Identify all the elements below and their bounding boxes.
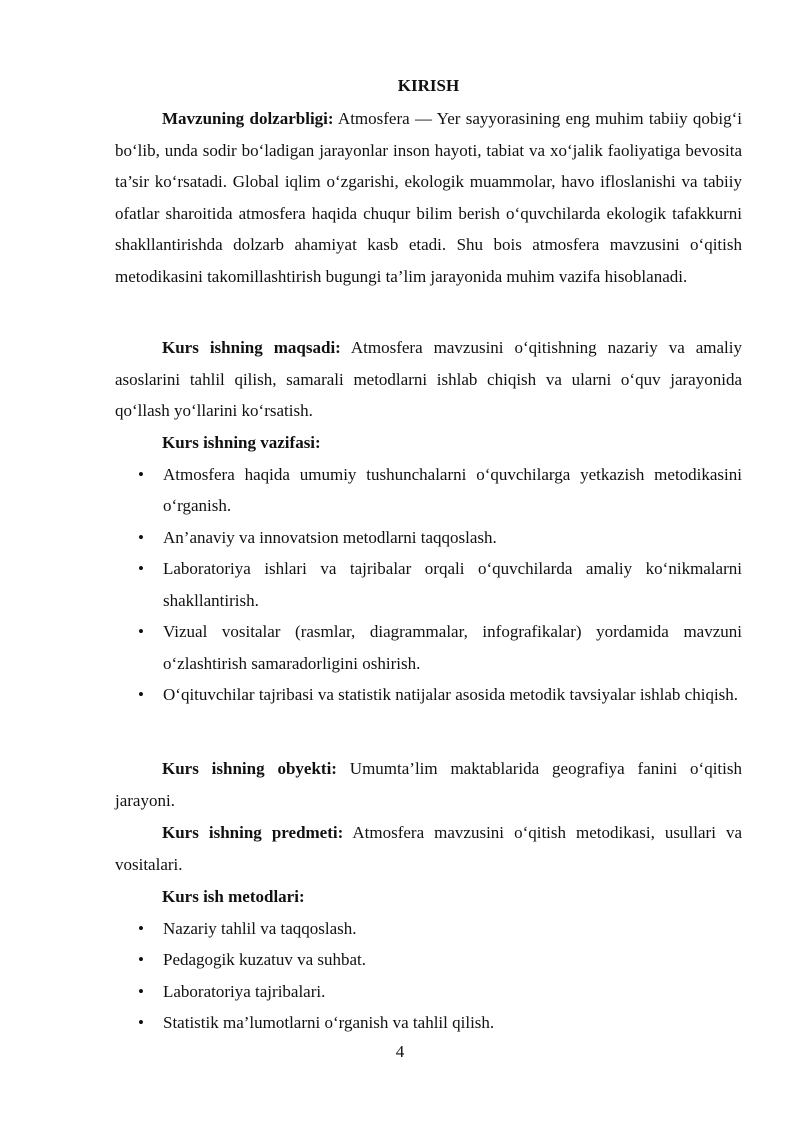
relevance-text: Atmosfera — Yer sayyorasining eng muhim tabiiy qobig‘i bo‘lib, unda sodir bo‘ladigan jarayonlar inson hayoti, tabiat va xo‘jalik faoliyatiga bevosita ta’sir ko‘rsatadi. Global iqlim o‘zgarishi, ekologik muammolar, havo ifloslanishi va tabiiy ofatlar sharoitida atmosfera haqida chuqur bilim berish o‘quvchilarda ekologik tafakkurni shakllantirishda dolzarb ahamiyat kasb etadi. Shu bois atmosfera mavzusini o‘qitish metodikasini takomillashtirish bugungi ta’lim jarayonida muhim vazifa hisoblanadi. [115,109,742,286]
list-item [115,459,742,522]
tasks-section [115,427,742,711]
tasks-heading: Kurs ishning vazifasi: [162,433,321,452]
tasks-list [115,459,742,711]
goal-label: Kurs ishning maqsadi: [162,338,341,357]
object-label: Kurs ishning obyekti: [162,759,337,778]
goal-paragraph [115,332,742,427]
subject-text: Atmosfera mavzusini o‘qitish metodikasi, usullari va vositalari. [115,823,742,874]
list-item-text: Statistik ma’lumotlarni o‘rganish va tahlil qilish. [163,1013,495,1032]
bullet-icon: • [138,559,144,578]
bullet-icon: • [138,685,144,704]
bullet-icon: • [138,622,144,641]
relevance-label: Mavzuning dolzarbligi: [162,109,334,128]
bullet-icon: • [138,464,144,484]
goal-text: Atmosfera mavzusini o‘qitishning nazariy va amaliy asoslarini tahlil qilish, samarali metodlarni ishlab chiqish va ularni o‘quv jarayonida qo‘llash yo‘llarini ko‘rsatish. [115,338,742,420]
list-item [115,553,742,616]
list-item [115,679,742,711]
section-title: KIRISH [397,76,460,95]
list-item [115,522,742,554]
list-item-text: Vizual vositalar (rasmlar, diagrammalar, infografikalar) yordamida mavzuni o‘zlashtirish samaradorligini oshirish. [163,622,742,673]
list-item [115,913,742,945]
methods-section [115,881,742,1039]
bullet-icon: • [138,918,144,938]
object-text: Umumta’lim maktablarida geografiya fanini o‘qitish jarayoni. [115,759,742,810]
subject-paragraph [115,817,742,880]
relevance-paragraph [115,103,742,292]
list-item-text: Atmosfera haqida umumiy tushunchalarni o‘quvchilarga yetkazish metodikasini o‘rganish. [163,464,742,515]
list-item-text: An’anaviy va innovatsion metodlarni taqqoslash. [163,527,497,547]
methods-list [115,913,742,1039]
list-item-text: O‘qituvchilar tajribasi va statistik natijalar asosida metodik tavsiyalar ishlab chiqish. [163,685,739,704]
list-item-text: Pedagogik kuzatuv va suhbat. [163,950,367,969]
object-paragraph [115,753,742,816]
bullet-icon: • [138,527,144,547]
list-item [115,944,742,976]
methods-heading: Kurs ish metodlari: [162,887,305,906]
subject-label: Kurs ishning predmeti: [162,823,344,842]
bullet-icon: • [138,1013,144,1032]
bullet-icon: • [138,950,144,969]
list-item [115,1007,742,1039]
bullet-icon: • [138,981,144,1001]
list-item-text: Laboratoriya tajribalari. [163,981,326,1001]
page-number: 4 [395,1042,405,1061]
list-item-text: Laboratoriya ishlari va tajribalar orqali o‘quvchilarda amaliy ko‘nikmalarni shakllantirish. [163,559,742,610]
list-item [115,976,742,1008]
list-item-text: Nazariy tahlil va taqqoslash. [163,918,357,938]
list-item [115,616,742,679]
